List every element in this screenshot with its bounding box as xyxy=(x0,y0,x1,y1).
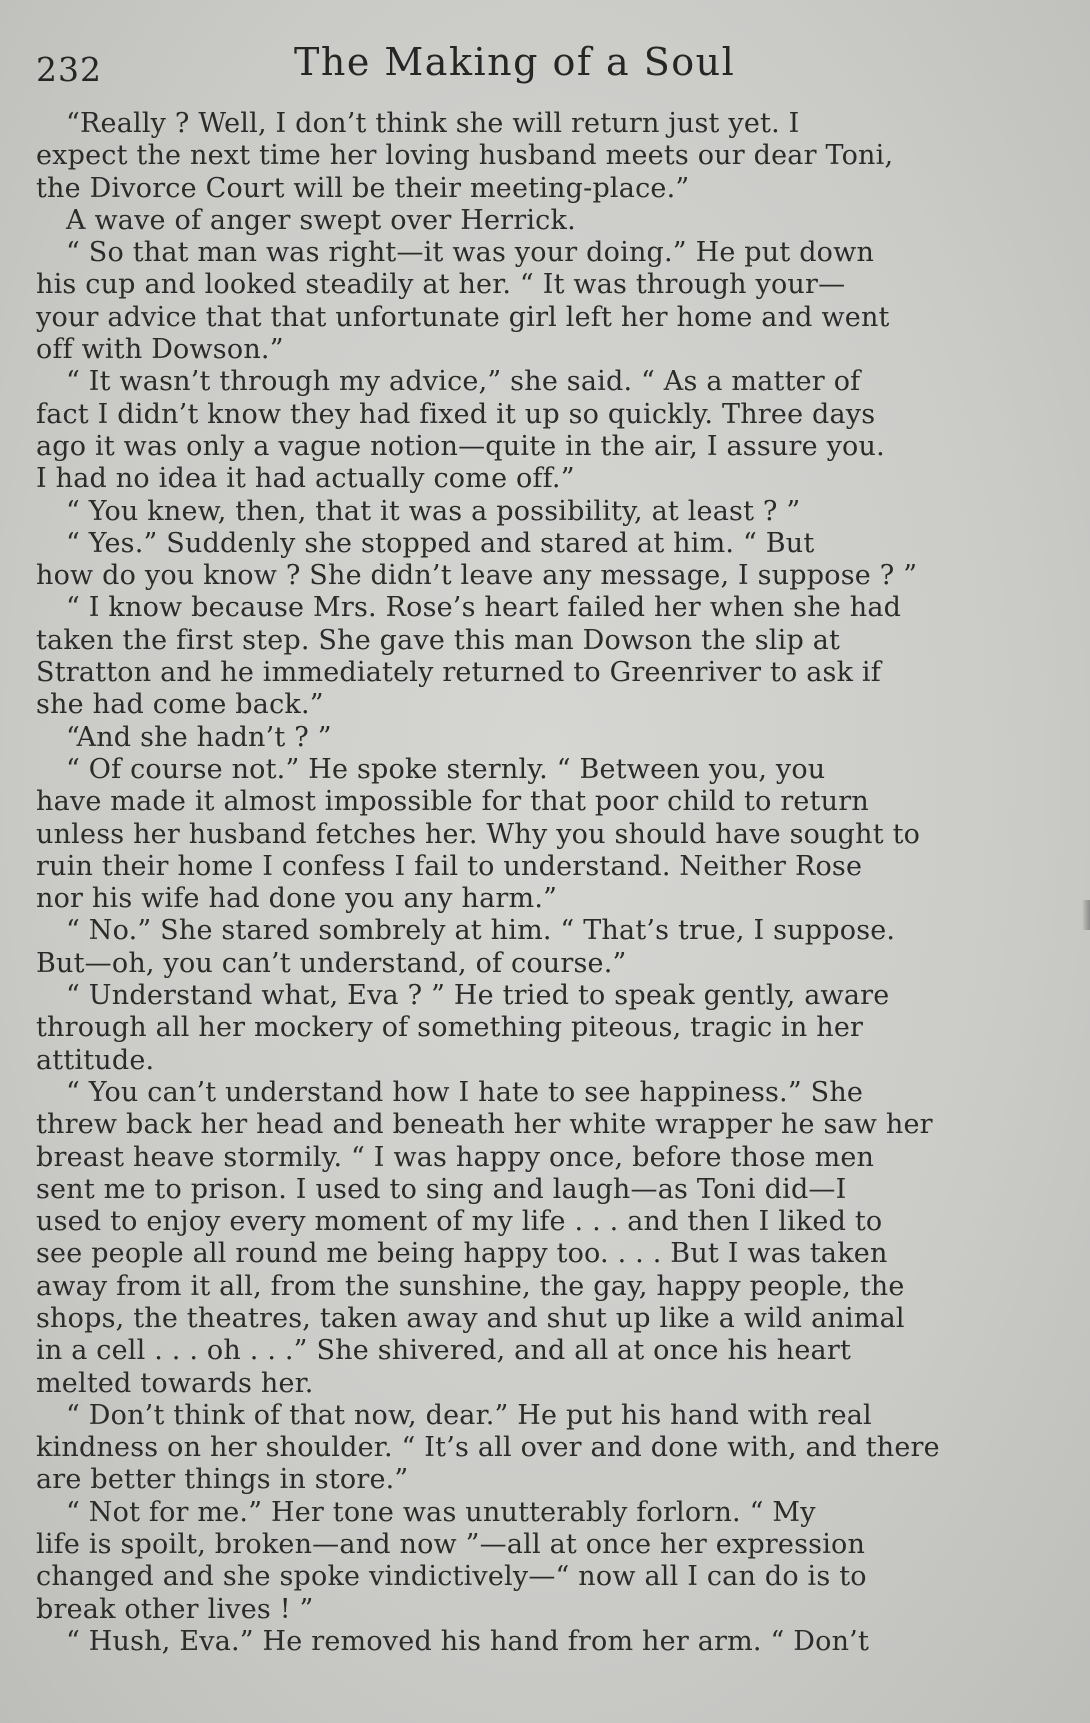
text-line: Stratton and he immediately returned to Greenriver to ask if xyxy=(36,657,881,689)
text-line: are better things in store.” xyxy=(36,1464,409,1496)
running-title: The Making of a Soul xyxy=(294,40,736,84)
text-line: “ Hush, Eva.” He removed his hand from her arm. “ Don’t xyxy=(66,1625,869,1657)
text-line: “ Understand what, Eva ? ” He tried to speak gently, aware xyxy=(66,980,890,1012)
text-line: “ I know because Mrs. Rose’s heart failed her when she had xyxy=(66,592,902,624)
text-line: unless her husband fetches her. Why you should have sought to xyxy=(36,818,921,850)
page-edge-mark xyxy=(1082,900,1090,930)
text-line: away from it all, from the sunshine, the gay, happy people, the xyxy=(36,1270,905,1302)
text-line: his cup and looked steadily at her. “ It was through your— xyxy=(36,269,846,301)
text-line: she had come back.” xyxy=(36,689,324,721)
text-line: “ Not for me.” Her tone was unutterably forlorn. “ My xyxy=(66,1496,816,1528)
text-line: ago it was only a vague notion—quite in the air, I assure you. xyxy=(36,430,885,462)
text-line: off with Dowson.” xyxy=(36,334,284,366)
text-line: “ No.” She stared sombrely at him. “ That’s true, I suppose. xyxy=(66,915,896,947)
text-line: fact I didn’t know they had fixed it up so quickly. Three days xyxy=(36,398,876,430)
text-line: ruin their home I confess I fail to understand. Neither Rose xyxy=(36,850,863,882)
text-line: nor his wife had done you any harm.” xyxy=(36,883,558,915)
text-line: expect the next time her loving husband meets our dear Toni, xyxy=(36,140,894,172)
text-line: see people all round me being happy too. . . . But I was taken xyxy=(36,1238,888,1270)
text-line: how do you know ? She didn’t leave any message, I suppose ? ” xyxy=(36,560,918,592)
text-line: A wave of anger swept over Herrick. xyxy=(66,204,576,236)
text-line: changed and she spoke vindictively—“ now all I can do is to xyxy=(36,1561,867,1593)
text-line: through all her mockery of something piteous, tragic in her xyxy=(36,1012,864,1044)
body-text xyxy=(36,108,1046,1658)
page-header xyxy=(36,40,796,100)
text-line: your advice that that unfortunate girl left her home and went xyxy=(36,301,890,333)
text-line: “ You can’t understand how I hate to see happiness.” She xyxy=(66,1076,864,1108)
text-line: shops, the theatres, taken away and shut up like a wild animal xyxy=(36,1302,905,1334)
text-line: “And she hadn’t ? ” xyxy=(66,721,332,753)
text-line: “ It wasn’t through my advice,” she said. “ As a matter of xyxy=(66,366,861,398)
text-line: “ Of course not.” He spoke sternly. “ Between you, you xyxy=(66,753,826,785)
text-line: breast heave stormily. “ I was happy once, before those men xyxy=(36,1141,875,1173)
text-line: taken the first step. She gave this man Dowson the slip at xyxy=(36,624,841,656)
text-line: “ Don’t think of that now, dear.” He put his hand with real xyxy=(66,1399,872,1431)
text-line: But—oh, you can’t understand, of course.” xyxy=(36,947,627,979)
text-line: kindness on her shoulder. “ It’s all over and done with, and there xyxy=(36,1432,940,1464)
text-line: sent me to prison. I used to sing and laugh—as Toni did—I xyxy=(36,1173,847,1205)
text-line: in a cell . . . oh . . .” She shivered, and all at once his heart xyxy=(36,1335,851,1367)
text-line: life is spoilt, broken—and now ”—all at once her expression xyxy=(36,1529,866,1561)
text-line: I had no idea it had actually come off.” xyxy=(36,463,575,495)
text-line: melted towards her. xyxy=(36,1367,314,1399)
page-number: 232 xyxy=(36,50,102,89)
text-line: attitude. xyxy=(36,1044,155,1076)
text-line: the Divorce Court will be their meeting-place.” xyxy=(36,172,690,204)
text-line: have made it almost impossible for that poor child to return xyxy=(36,786,869,818)
text-line: “Really ? Well, I don’t think she will return just yet. I xyxy=(66,108,800,139)
text-line: threw back her head and beneath her white wrapper he saw her xyxy=(36,1109,933,1141)
text-line: “ You knew, then, that it was a possibility, at least ? ” xyxy=(66,495,801,527)
text-line: “ Yes.” Suddenly she stopped and stared at him. “ But xyxy=(66,527,815,559)
text-line: “ So that man was right—it was your doing.” He put down xyxy=(66,237,875,269)
text-line: used to enjoy every moment of my life . . . and then I liked to xyxy=(36,1206,883,1238)
text-line: break other lives ! ” xyxy=(36,1593,314,1625)
